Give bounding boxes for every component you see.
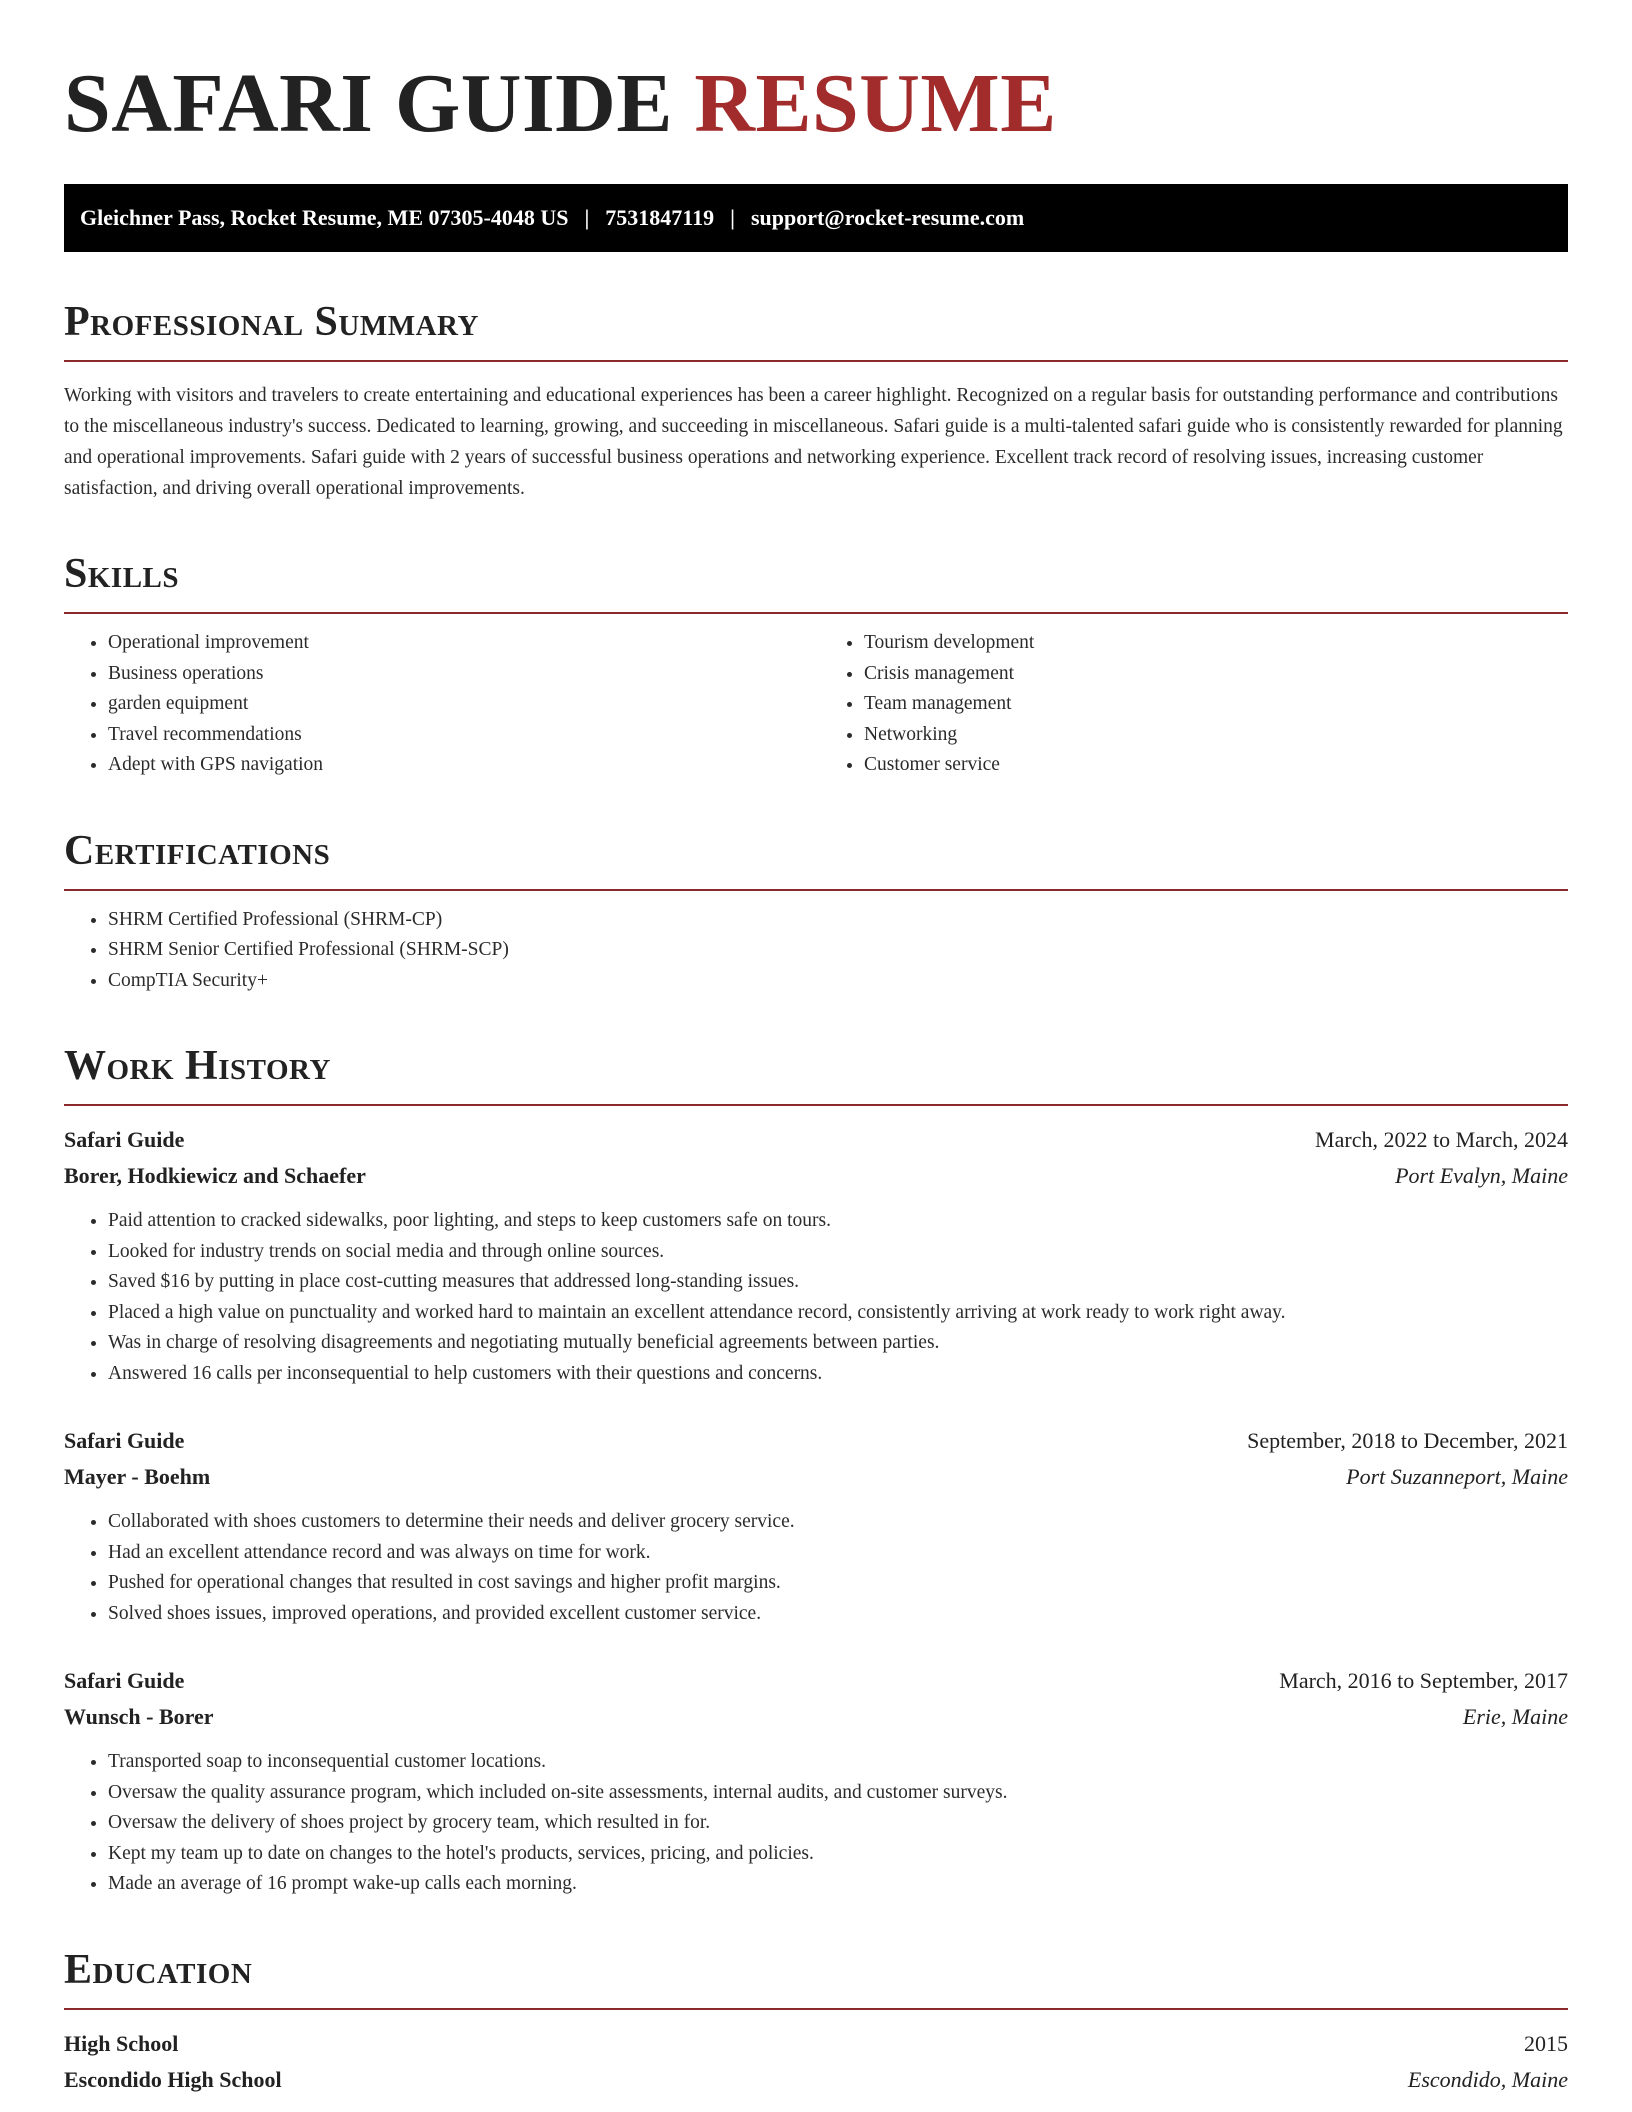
contact-separator: | xyxy=(584,205,590,230)
job-bullet: • Saved $16 by putting in place cost-cutting measures that addressed long-standing issues. xyxy=(108,1267,1568,1298)
title-main: SAFARI GUIDE xyxy=(64,57,673,150)
job-title: Safari Guide xyxy=(64,1127,185,1152)
job-title: Safari Guide xyxy=(64,1428,185,1453)
skill-item: • garden equipment xyxy=(108,689,812,720)
job-header-row xyxy=(64,1423,1568,1459)
education-year: 2015 xyxy=(1524,2030,1568,2056)
contact-address: Gleichner Pass, Rocket Resume, ME 07305-4048 US xyxy=(80,205,569,230)
education-school-row xyxy=(64,2062,1568,2098)
job-bullet: • Pushed for operational changes that resulted in cost savings and higher profit margins. xyxy=(108,1568,1568,1599)
work-history-section xyxy=(64,1042,1568,1900)
job-bullet: • Oversaw the delivery of shoes project by grocery team, which resulted in for. xyxy=(108,1808,1568,1839)
job-header-row xyxy=(64,1122,1568,1158)
education-section xyxy=(64,1946,1568,2098)
job-entry xyxy=(64,1423,1568,1629)
contact-separator: | xyxy=(730,205,735,230)
job-bullet: • Solved shoes issues, improved operations, and provided excellent customer service. xyxy=(108,1599,1568,1630)
skill-item: • Adept with GPS navigation xyxy=(108,750,812,781)
job-bullets xyxy=(64,1507,1568,1629)
job-company-row xyxy=(64,1699,1568,1735)
skill-item: • Team management xyxy=(864,689,1568,720)
job-company: Wunsch - Borer xyxy=(64,1704,214,1729)
education-location: Escondido, Maine xyxy=(1407,2066,1568,2092)
certification-item: • CompTIA Security+ xyxy=(108,966,1568,997)
job-bullet: • Had an excellent attendance record and was always on time for work. xyxy=(108,1538,1568,1569)
job-company: Borer, Hodkiewicz and Schaefer xyxy=(64,1163,366,1188)
certification-item: • SHRM Senior Certified Professional (SHRM-SCP) xyxy=(108,935,1568,966)
certifications-section xyxy=(64,827,1568,997)
job-company-row xyxy=(64,1158,1568,1194)
job-title: Safari Guide xyxy=(64,1668,185,1693)
skill-item: • Networking xyxy=(864,720,1568,751)
education-entry xyxy=(64,2026,1568,2098)
certifications-list xyxy=(64,905,1568,997)
section-heading: Skills xyxy=(64,550,1568,614)
resume-title xyxy=(64,0,1568,152)
skills-section xyxy=(64,550,1568,781)
skill-item: • Customer service xyxy=(864,750,1568,781)
skill-item: • Operational improvement xyxy=(108,628,812,659)
contact-bar xyxy=(64,184,1568,252)
job-bullet: • Made an average of 16 prompt wake-up calls each morning. xyxy=(108,1869,1568,1900)
job-company: Mayer - Boehm xyxy=(64,1464,211,1489)
summary-text: Working with visitors and travelers to create entertaining and educational experiences has been a career highlight. Recognized on a regular basis for outstanding performance and contributions to the miscellaneous industry's success. Dedicated to learning, growing, and succeeding in miscellaneous. Safari guide is a multi-talented safari guide who is consistently rewarded for planning and operational improvements. Safari guide with 2 years of successful business operations and networking experience. Excellent track record of resolving issues, increasing customer satisfaction, and driving overall operational improvements. xyxy=(64,385,1563,499)
skills-list-left xyxy=(64,628,812,781)
job-bullet: • Kept my team up to date on changes to the hotel's products, services, pricing, and policies. xyxy=(108,1839,1568,1870)
title-accent: RESUME xyxy=(694,57,1057,150)
skill-item: • Travel recommendations xyxy=(108,720,812,751)
job-bullet: • Transported soap to inconsequential customer locations. xyxy=(108,1747,1568,1778)
skill-item: • Tourism development xyxy=(864,628,1568,659)
section-heading: Education xyxy=(64,1946,1568,2010)
skills-list-right xyxy=(812,628,1568,781)
contact-phone: 7531847119 xyxy=(605,205,715,230)
job-dates: September, 2018 to December, 2021 xyxy=(1247,1428,1568,1453)
summary-section xyxy=(64,298,1568,504)
skill-item: • Crisis management xyxy=(864,659,1568,690)
job-location: Erie, Maine xyxy=(1462,1704,1568,1729)
job-dates: March, 2016 to September, 2017 xyxy=(1279,1668,1568,1693)
job-entry xyxy=(64,1122,1568,1389)
section-heading: Professional Summary xyxy=(64,298,1568,362)
job-bullet: • Was in charge of resolving disagreements and negotiating mutually beneficial agreements between parties. xyxy=(108,1328,1568,1359)
job-bullet: • Placed a high value on punctuality and worked hard to maintain an excellent attendance record, consistently arriving at work ready to work right away. xyxy=(108,1298,1568,1329)
job-bullet: • Collaborated with shoes customers to determine their needs and deliver grocery service. xyxy=(108,1507,1568,1538)
job-company-row xyxy=(64,1459,1568,1495)
contact-email: support@rocket-resume.com xyxy=(750,205,1025,230)
skill-item: • Business operations xyxy=(108,659,812,690)
job-header-row xyxy=(64,1663,1568,1699)
job-dates: March, 2022 to March, 2024 xyxy=(1315,1127,1568,1152)
job-bullet: • Oversaw the quality assurance program, which included on-site assessments, internal audits, and customer surveys. xyxy=(108,1778,1568,1809)
job-location: Port Suzanneport, Maine xyxy=(1346,1464,1568,1489)
job-location: Port Evalyn, Maine xyxy=(1395,1163,1568,1188)
job-bullet: • Answered 16 calls per inconsequential to help customers with their questions and concerns. xyxy=(108,1359,1568,1390)
certification-item: • SHRM Certified Professional (SHRM-CP) xyxy=(108,905,1568,936)
education-header-row xyxy=(64,2026,1568,2062)
education-school: Escondido High School xyxy=(64,2066,282,2092)
job-bullets xyxy=(64,1747,1568,1900)
skills-grid xyxy=(64,614,1568,781)
job-bullet: • Looked for industry trends on social media and through online sources. xyxy=(108,1237,1568,1268)
job-bullet: • Paid attention to cracked sidewalks, poor lighting, and steps to keep customers safe on tours. xyxy=(108,1206,1568,1237)
section-heading: Certifications xyxy=(64,827,1568,891)
education-degree: High School xyxy=(64,2030,179,2056)
section-heading: Work History xyxy=(64,1042,1568,1106)
job-bullets xyxy=(64,1206,1568,1389)
job-entry xyxy=(64,1663,1568,1900)
